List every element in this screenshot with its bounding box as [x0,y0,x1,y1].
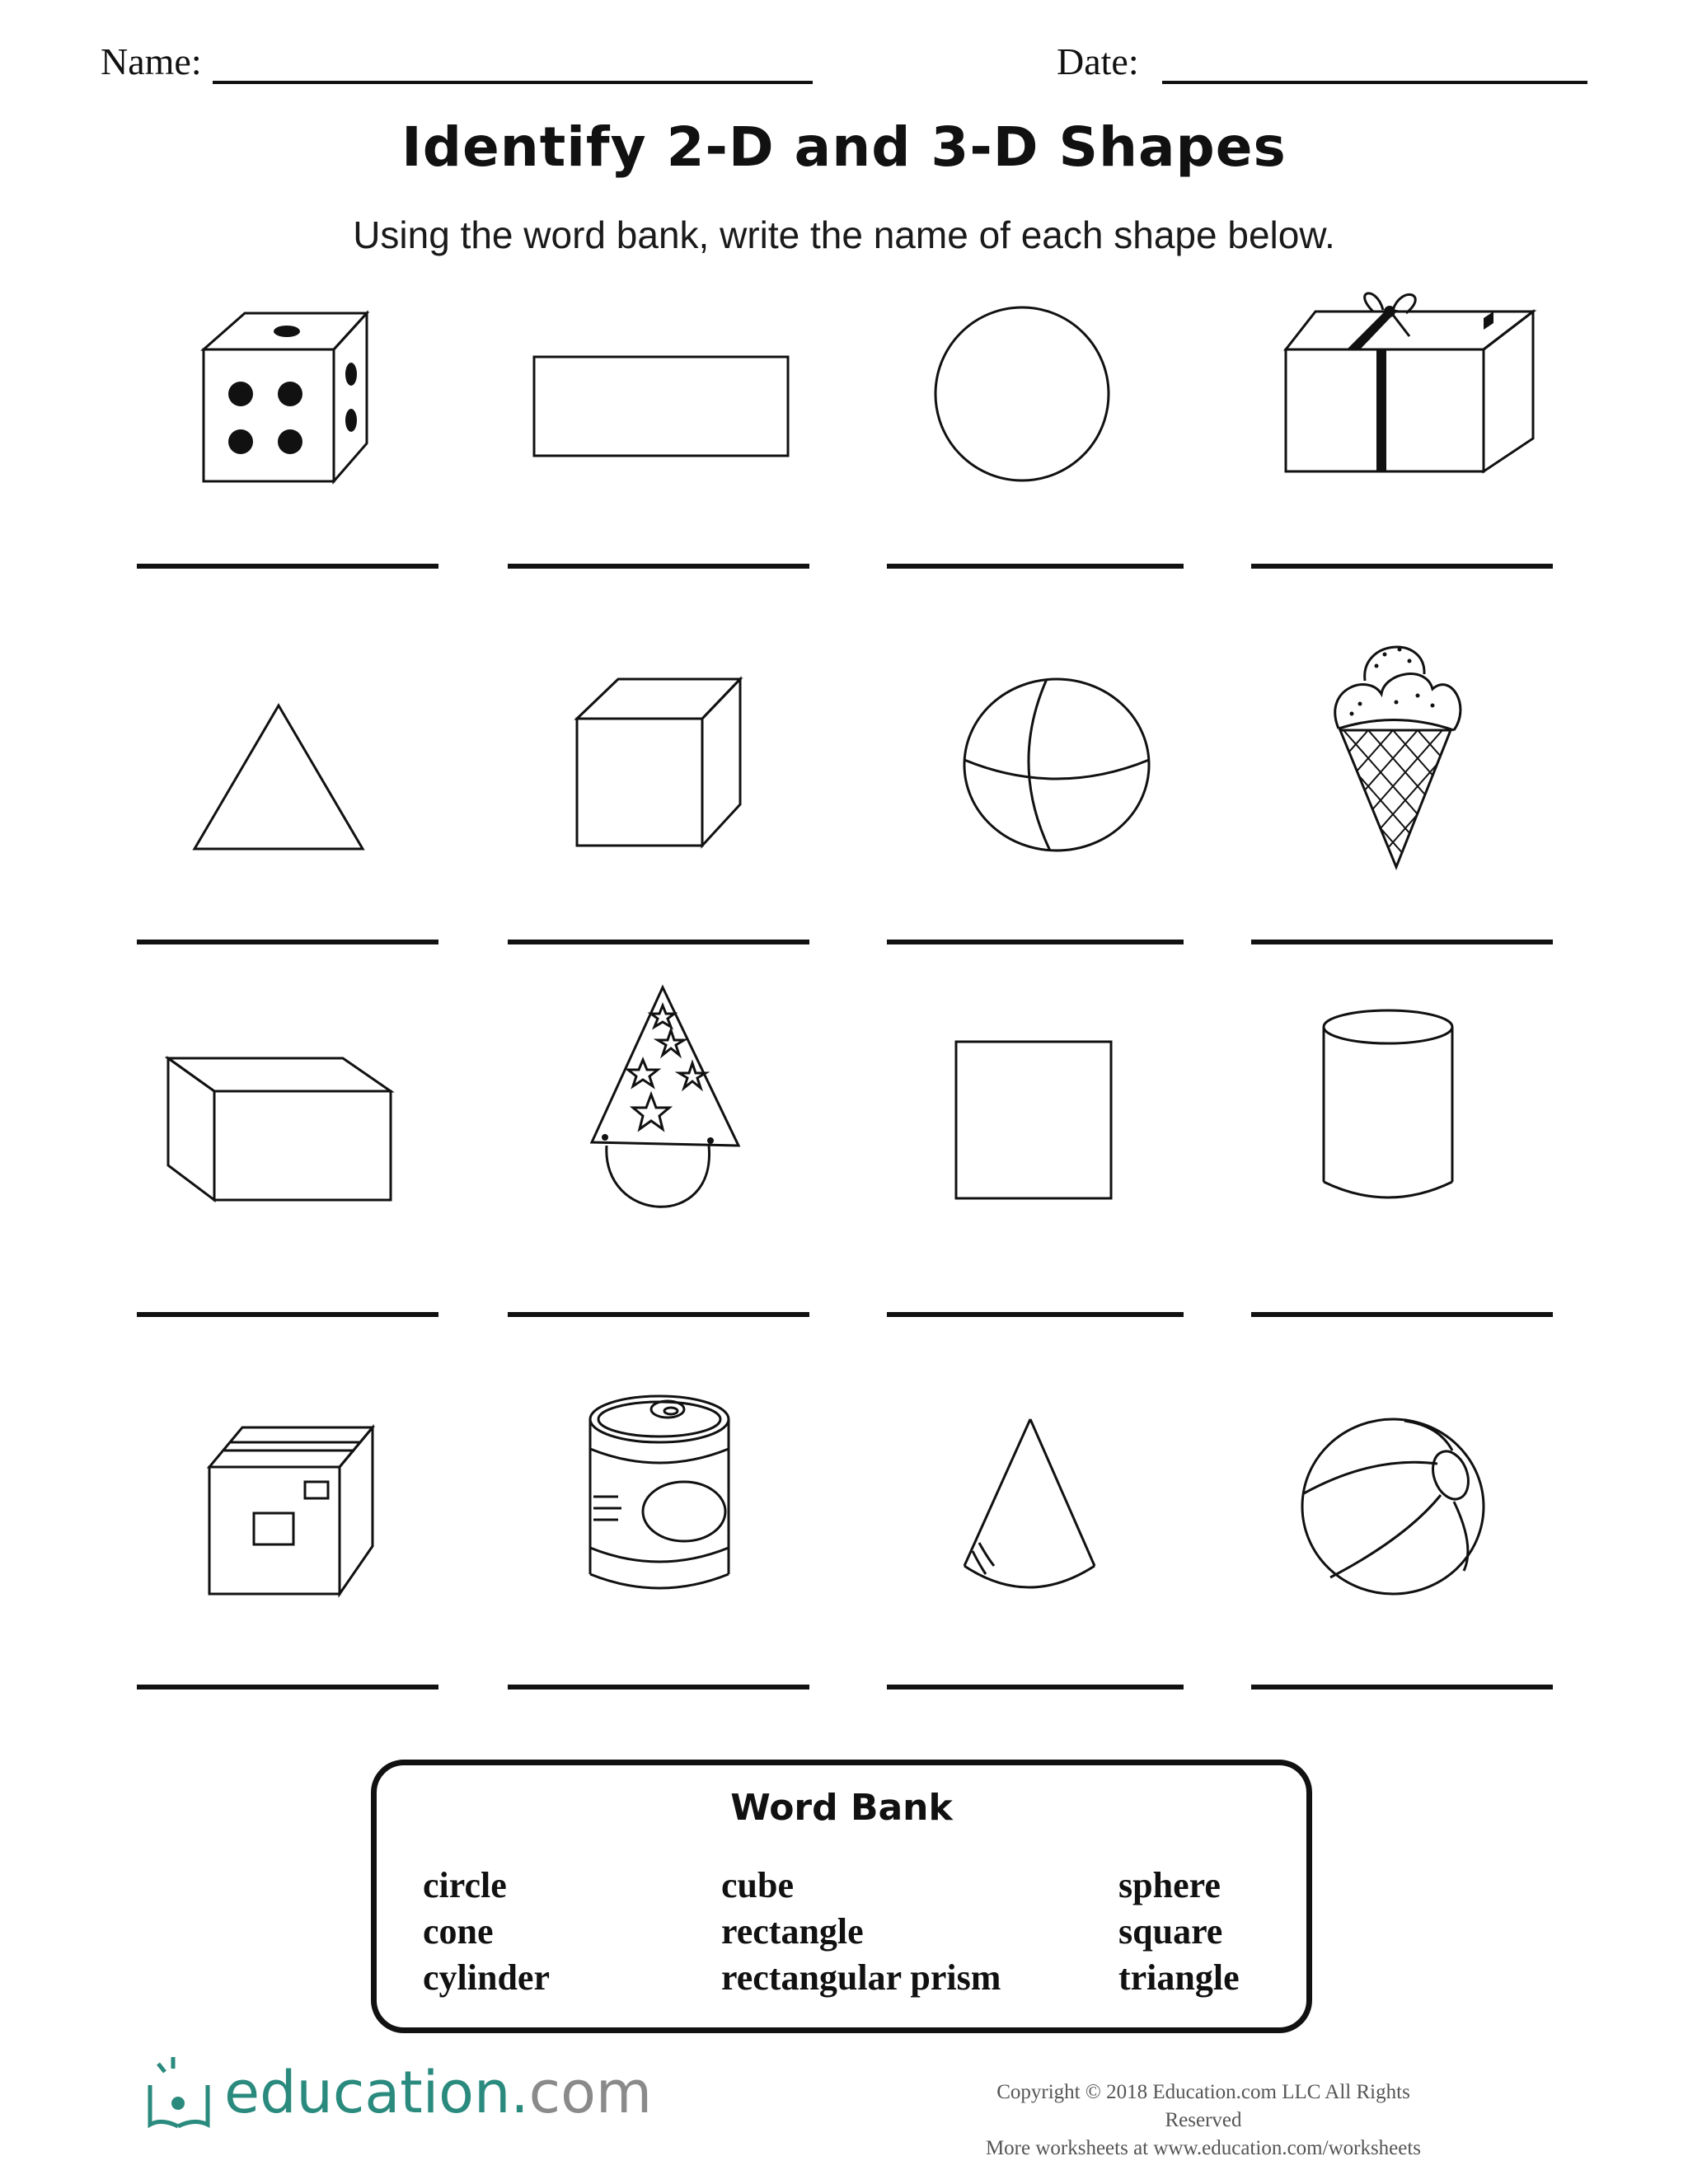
word-bank [371,1760,1312,2033]
shipping-box-icon [206,1422,379,1599]
word-bank-item: cone [423,1911,494,1952]
answer-line-12[interactable] [1251,1312,1553,1317]
circle-icon [931,303,1113,485]
word-bank-item: rectangle [721,1911,864,1952]
rectangular-prism-icon [165,1053,396,1205]
answer-line-10[interactable] [508,1312,809,1317]
word-bank-item: cylinder [423,1957,550,1998]
sphere-icon [959,674,1154,855]
date-field[interactable] [1162,81,1587,84]
word-bank-item: triangle [1118,1957,1240,1998]
answer-line-4[interactable] [1251,564,1553,569]
word-bank-item: sphere [1118,1865,1221,1905]
instructions: Using the word bank, write the name of each shape below. [353,213,1335,256]
answer-line-8[interactable] [1251,940,1553,944]
answer-line-3[interactable] [887,564,1184,569]
word-bank-item: rectangular prism [721,1957,1001,1998]
logo-text-dot: . [510,2059,529,2126]
answer-line-6[interactable] [508,940,809,944]
copyright-text: Copyright © 2018 Education.com LLC All Rights Reserved [996,2081,1410,2131]
logo-text-main: education [224,2059,511,2126]
book-reader-icon [142,2052,221,2143]
word-bank-title: Word Bank [730,1787,953,1829]
page-title: Identify 2-D and 3-D Shapes [401,115,1287,179]
answer-line-15[interactable] [887,1685,1184,1690]
party-hat-icon [585,984,742,1240]
answer-line-2[interactable] [508,564,809,569]
word-bank-column-1 [423,1863,550,2001]
rectangle-icon [528,354,791,462]
copyright-block [956,2079,1451,2163]
word-bank-item: circle [423,1865,507,1905]
answer-line-9[interactable] [137,1312,438,1317]
word-bank-item: cube [721,1865,794,1905]
date-label: Date: [1057,40,1139,82]
cylinder-icon [1319,1007,1459,1205]
cone-icon [954,1411,1103,1601]
word-bank-item: square [1118,1911,1223,1952]
gift-box-icon [1278,290,1541,480]
square-icon [953,1038,1114,1203]
logo-text-com: com [528,2059,653,2126]
answer-line-14[interactable] [508,1685,809,1690]
answer-line-5[interactable] [137,940,438,944]
more-worksheets-link[interactable]: More worksheets at www.education.com/worksheets [985,2137,1422,2159]
beach-ball-icon [1299,1414,1487,1601]
word-bank-column-2 [721,1863,1001,2001]
answer-line-7[interactable] [887,940,1184,944]
education-com-logo[interactable] [142,2052,669,2143]
answer-line-1[interactable] [137,564,438,569]
cube-icon [572,674,745,851]
answer-line-13[interactable] [137,1685,438,1690]
ice-cream-cone-icon [1327,631,1467,870]
answer-line-11[interactable] [887,1312,1184,1317]
answer-line-16[interactable] [1251,1685,1553,1690]
name-label: Name: [101,40,202,82]
word-bank-column-3 [1118,1863,1240,2001]
name-field[interactable] [213,81,813,84]
die-icon [190,302,379,491]
triangle-icon [190,701,371,857]
can-icon [585,1391,734,1601]
